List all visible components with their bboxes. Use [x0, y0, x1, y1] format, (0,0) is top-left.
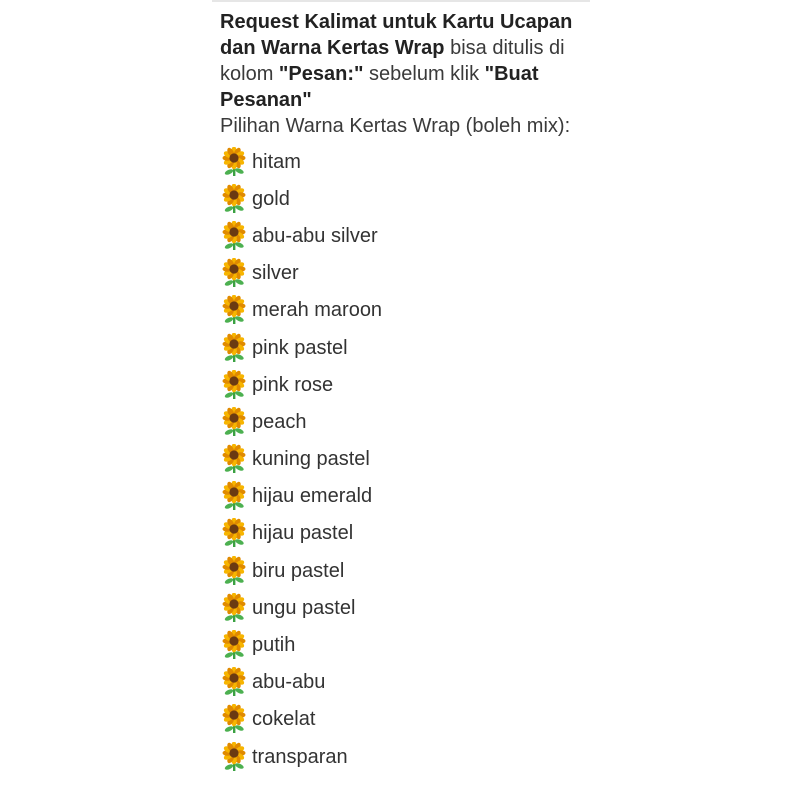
color-option-label: pink pastel — [252, 336, 348, 359]
list-item — [220, 515, 592, 552]
color-option-label: biru pastel — [252, 559, 345, 582]
list-item — [220, 626, 592, 663]
sunflower-icon — [220, 630, 248, 660]
color-option-label: silver — [252, 262, 299, 285]
instruction-text-2: sebelum klik — [363, 63, 485, 85]
list-item — [220, 478, 592, 515]
instruction-bold-buat-pesanan: "Buat Pesanan" — [220, 63, 539, 111]
color-option-label: gold — [252, 187, 290, 210]
color-option-label: abu-abu — [252, 671, 326, 694]
sunflower-icon — [220, 593, 248, 623]
list-item — [220, 403, 592, 440]
color-option-label: abu-abu silver — [252, 224, 378, 247]
color-option-label: kuning pastel — [252, 448, 370, 471]
sunflower-icon — [220, 295, 248, 325]
list-item — [220, 143, 592, 180]
top-divider — [212, 0, 590, 2]
sunflower-icon — [220, 444, 248, 474]
sunflower-icon — [220, 147, 248, 177]
color-option-label: hijau pastel — [252, 522, 354, 545]
sunflower-icon — [220, 667, 248, 697]
sunflower-icon — [220, 556, 248, 586]
list-item — [220, 664, 592, 701]
color-option-label: hitam — [252, 150, 301, 173]
instruction-bold-pesan: "Pesan:" — [278, 63, 364, 85]
color-option-label: cokelat — [252, 708, 316, 731]
color-option-label: ungu pastel — [252, 596, 356, 619]
instruction-text: bisa ditulis di kolom — [220, 37, 565, 85]
sunflower-icon — [220, 184, 248, 214]
wrap-options-heading: Pilihan Warna Kertas Wrap (boleh mix): — [220, 115, 571, 137]
sunflower-icon — [220, 221, 248, 251]
order-instructions — [220, 9, 592, 113]
list-item — [220, 552, 592, 589]
list-item — [220, 292, 592, 329]
sunflower-icon — [220, 481, 248, 511]
sunflower-icon — [220, 742, 248, 772]
list-item — [220, 701, 592, 738]
color-option-label: transparan — [252, 745, 348, 768]
color-option-label: merah maroon — [252, 299, 383, 322]
sunflower-icon — [220, 407, 248, 437]
list-item — [220, 589, 592, 626]
wrap-color-list — [220, 143, 592, 775]
color-option-label: putih — [252, 634, 296, 657]
sunflower-icon — [220, 333, 248, 363]
sunflower-icon — [220, 704, 248, 734]
instruction-bold-request: Request Kalimat untuk Kartu Ucapan dan Warna Kertas Wrap — [220, 11, 573, 59]
color-option-label: pink rose — [252, 373, 334, 396]
list-item — [220, 366, 592, 403]
color-option-label: peach — [252, 410, 307, 433]
list-item — [220, 738, 592, 775]
list-item — [220, 255, 592, 292]
list-item — [220, 180, 592, 217]
sunflower-icon — [220, 518, 248, 548]
product-description — [220, 9, 592, 775]
color-option-label: hijau emerald — [252, 485, 373, 508]
list-item — [220, 441, 592, 478]
sunflower-icon — [220, 370, 248, 400]
list-item — [220, 217, 592, 254]
list-item — [220, 329, 592, 366]
sunflower-icon — [220, 258, 248, 288]
